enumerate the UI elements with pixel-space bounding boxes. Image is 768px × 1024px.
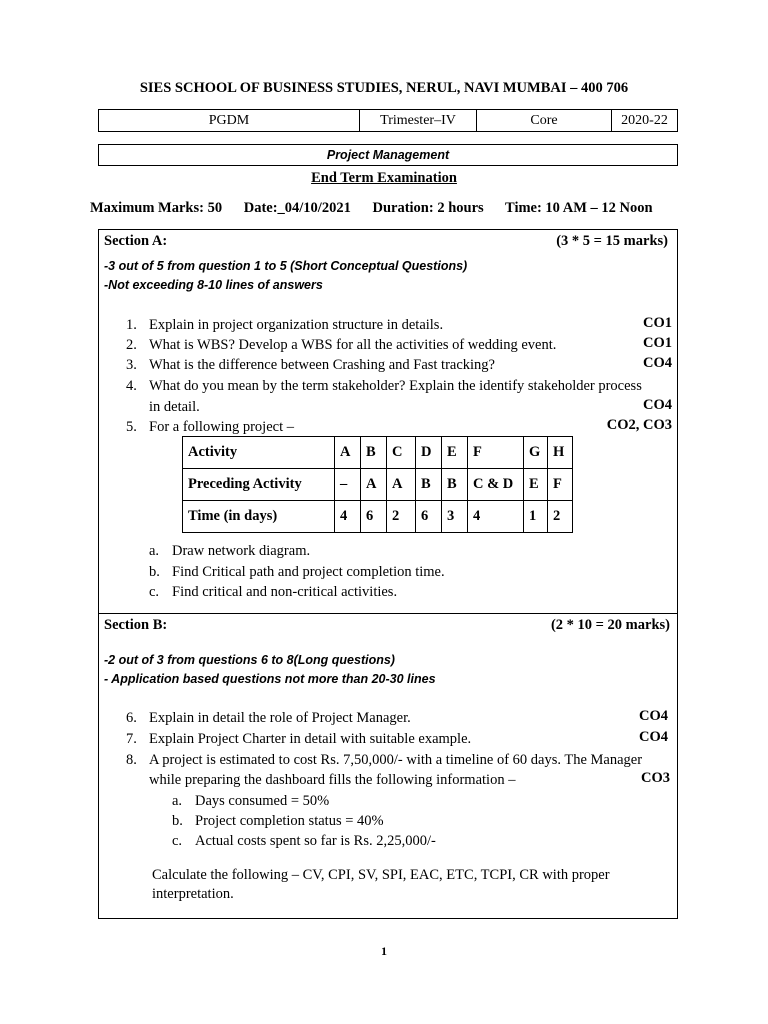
question-number: 5. — [126, 419, 137, 435]
subpart-text: Find Critical path and project completion time. — [172, 564, 445, 580]
question-text: What do you mean by the term stakeholder? Explain the identify stakeholder process — [149, 378, 642, 394]
subpart-text: Project completion status = 40% — [195, 813, 384, 829]
course-outcome: CO3 — [641, 770, 670, 786]
question-text: Explain in detail the role of Project Manager. — [149, 710, 411, 726]
section-b-title: Section B: — [104, 617, 168, 633]
question-number: 1. — [126, 317, 137, 333]
table-cell: – — [335, 469, 361, 501]
table-cell: C — [387, 437, 416, 469]
table-cell: B — [442, 469, 468, 501]
subpart-letter: a. — [149, 543, 160, 559]
question-number: 4. — [126, 378, 137, 394]
section-b-marks: (2 * 10 = 20 marks) — [550, 617, 670, 633]
table-cell: H — [548, 437, 573, 469]
calculation-instruction-continued: interpretation. — [152, 886, 234, 902]
calculation-instruction: Calculate the following – CV, CPI, SV, SPI, EAC, ETC, TCPI, CR with proper — [152, 867, 610, 883]
table-cell: B — [361, 437, 387, 469]
exam-info-line — [90, 200, 690, 217]
type-cell: Core — [477, 110, 612, 132]
table-cell: 3 — [442, 501, 468, 533]
activity-row — [183, 437, 573, 469]
table-cell: 4 — [335, 501, 361, 533]
table-cell: C & D — [468, 469, 524, 501]
subpart-letter: b. — [172, 813, 183, 829]
time-row — [183, 501, 573, 533]
exam-time: Time: 10 AM – 12 Noon — [505, 200, 653, 216]
table-cell: 1 — [524, 501, 548, 533]
course-outcome: CO4 — [643, 355, 672, 371]
table-cell: F — [468, 437, 524, 469]
course-outcome: CO4 — [639, 729, 668, 745]
course-outcome: CO1 — [643, 315, 672, 331]
table-cell: 6 — [361, 501, 387, 533]
table-cell: G — [524, 437, 548, 469]
max-marks: Maximum Marks: 50 — [90, 200, 223, 216]
subpart-letter: c. — [149, 584, 160, 600]
exam-title: End Term Examination — [311, 170, 457, 186]
subpart-text: Days consumed = 50% — [195, 793, 330, 809]
page-number: 1 — [381, 944, 387, 958]
exam-date: Date:_04/10/2021 — [243, 200, 351, 216]
section-a-instruction-1: -3 out of 5 from question 1 to 5 (Short Conceptual Questions) — [104, 259, 468, 273]
subpart-text: Find critical and non-critical activities. — [172, 584, 398, 600]
subject-box: Project Management — [98, 144, 678, 166]
question-text-continued: while preparing the dashboard fills the following information – — [149, 772, 516, 788]
course-outcome: CO2, CO3 — [606, 417, 672, 433]
question-text: What is the difference between Crashing and Fast tracking? — [149, 357, 495, 373]
question-number: 2. — [126, 337, 137, 353]
table-cell: 6 — [416, 501, 442, 533]
section-b-instruction-2: - Application based questions not more than 20-30 lines — [104, 672, 436, 686]
table-cell: A — [361, 469, 387, 501]
table-cell: 2 — [548, 501, 573, 533]
batch-cell: 2020-22 — [612, 110, 678, 132]
table-cell: A — [335, 437, 361, 469]
subpart-letter: b. — [149, 564, 160, 580]
subpart-text: Draw network diagram. — [172, 543, 311, 559]
question-number: 6. — [126, 710, 137, 726]
course-outcome: CO4 — [639, 708, 668, 724]
question-number: 7. — [126, 731, 137, 747]
row-label: Time (in days) — [183, 501, 335, 533]
table-cell: D — [416, 437, 442, 469]
question-text: What is WBS? Develop a WBS for all the activities of wedding event. — [149, 337, 557, 353]
table-cell: F — [548, 469, 573, 501]
section-a-marks: (3 * 5 = 15 marks) — [556, 233, 668, 249]
table-cell: B — [416, 469, 442, 501]
table-cell: E — [442, 437, 468, 469]
section-a-title: Section A: — [104, 233, 168, 249]
question-text: Explain in project organization structure in details. — [149, 317, 444, 333]
program-cell: PGDM — [99, 110, 360, 132]
exam-duration: Duration: 2 hours — [372, 200, 484, 216]
table-cell: 2 — [387, 501, 416, 533]
table-cell: E — [524, 469, 548, 501]
preceding-row — [183, 469, 573, 501]
activity-table — [182, 436, 573, 533]
section-a-instruction-2: -Not exceeding 8-10 lines of answers — [104, 278, 323, 292]
row-label: Activity — [183, 437, 335, 469]
section-b-instruction-1: -2 out of 3 from questions 6 to 8(Long questions) — [104, 653, 395, 667]
subpart-letter: c. — [172, 833, 183, 849]
trimester-cell: Trimester–IV — [360, 110, 477, 132]
question-text: For a following project – — [149, 419, 294, 435]
institution-title: SIES SCHOOL OF BUSINESS STUDIES, NERUL, NAVI MUMBAI – 400 706 — [139, 80, 629, 96]
question-text-continued: in detail. — [149, 399, 200, 415]
program-meta-table — [98, 109, 678, 132]
question-number: 8. — [126, 752, 137, 768]
subpart-letter: a. — [172, 793, 183, 809]
table-cell: A — [387, 469, 416, 501]
subpart-text: Actual costs spent so far is Rs. 2,25,000/- — [195, 833, 436, 849]
question-number: 3. — [126, 357, 137, 373]
course-outcome: CO4 — [643, 397, 672, 413]
course-outcome: CO1 — [643, 335, 672, 351]
question-text: A project is estimated to cost Rs. 7,50,000/- with a timeline of 60 days. The Manager — [149, 752, 643, 768]
table-cell: 4 — [468, 501, 524, 533]
row-label: Preceding Activity — [183, 469, 335, 501]
question-text: Explain Project Charter in detail with suitable example. — [149, 731, 472, 747]
